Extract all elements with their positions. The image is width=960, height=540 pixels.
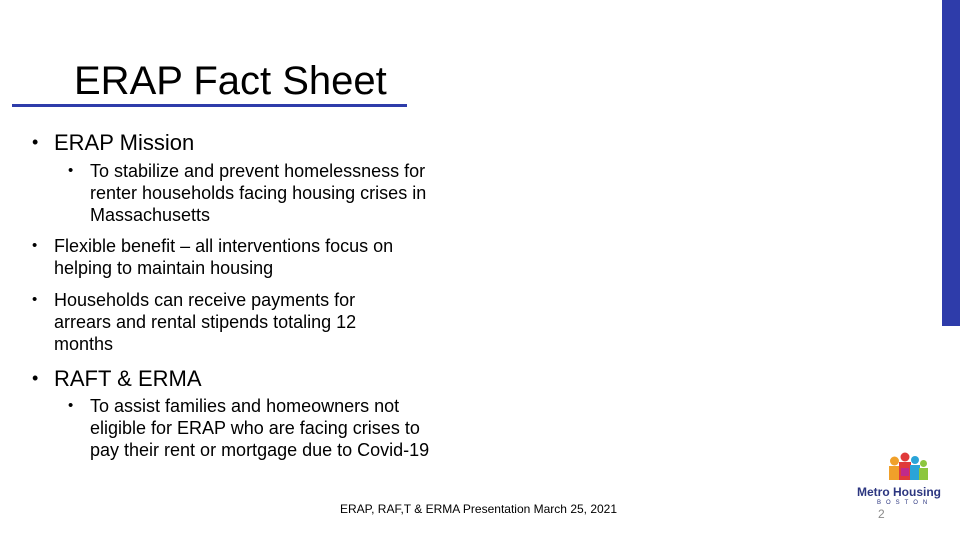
slide-title: ERAP Fact Sheet <box>74 59 387 103</box>
slide-footer: ERAP, RAF,T & ERMA Presentation March 25, 2021 <box>340 502 618 516</box>
sub-bullet-raft-erma: • To assist families and homeowners not eligible for ERAP who are facing crises to pay their rent or mortgage due to Covid-19 <box>68 395 430 461</box>
sub-bullet-mission: • To stabilize and prevent homelessness for renter households facing housing crises in Massachusetts <box>68 160 430 226</box>
page-number: 2 <box>878 507 885 521</box>
bullet-erap-mission: • ERAP Mission <box>32 129 452 156</box>
logo-subtext: BOSTON <box>877 500 933 506</box>
bullet-households-payments: • Households can receive payments for arrears and rental stipends totaling 12 months <box>32 289 414 355</box>
bullet-raft-erma: • RAFT & ERMA <box>32 365 452 392</box>
metro-housing-logo <box>855 452 959 512</box>
bullet-flexible-benefit: • Flexible benefit – all interventions focus on helping to maintain housing <box>32 235 452 279</box>
logo-wordmark: Metro Housing <box>857 485 941 499</box>
accent-side-bar <box>942 0 960 326</box>
family-figures-icon <box>887 452 931 484</box>
bullet-list <box>32 129 452 461</box>
title-underline <box>12 104 407 107</box>
